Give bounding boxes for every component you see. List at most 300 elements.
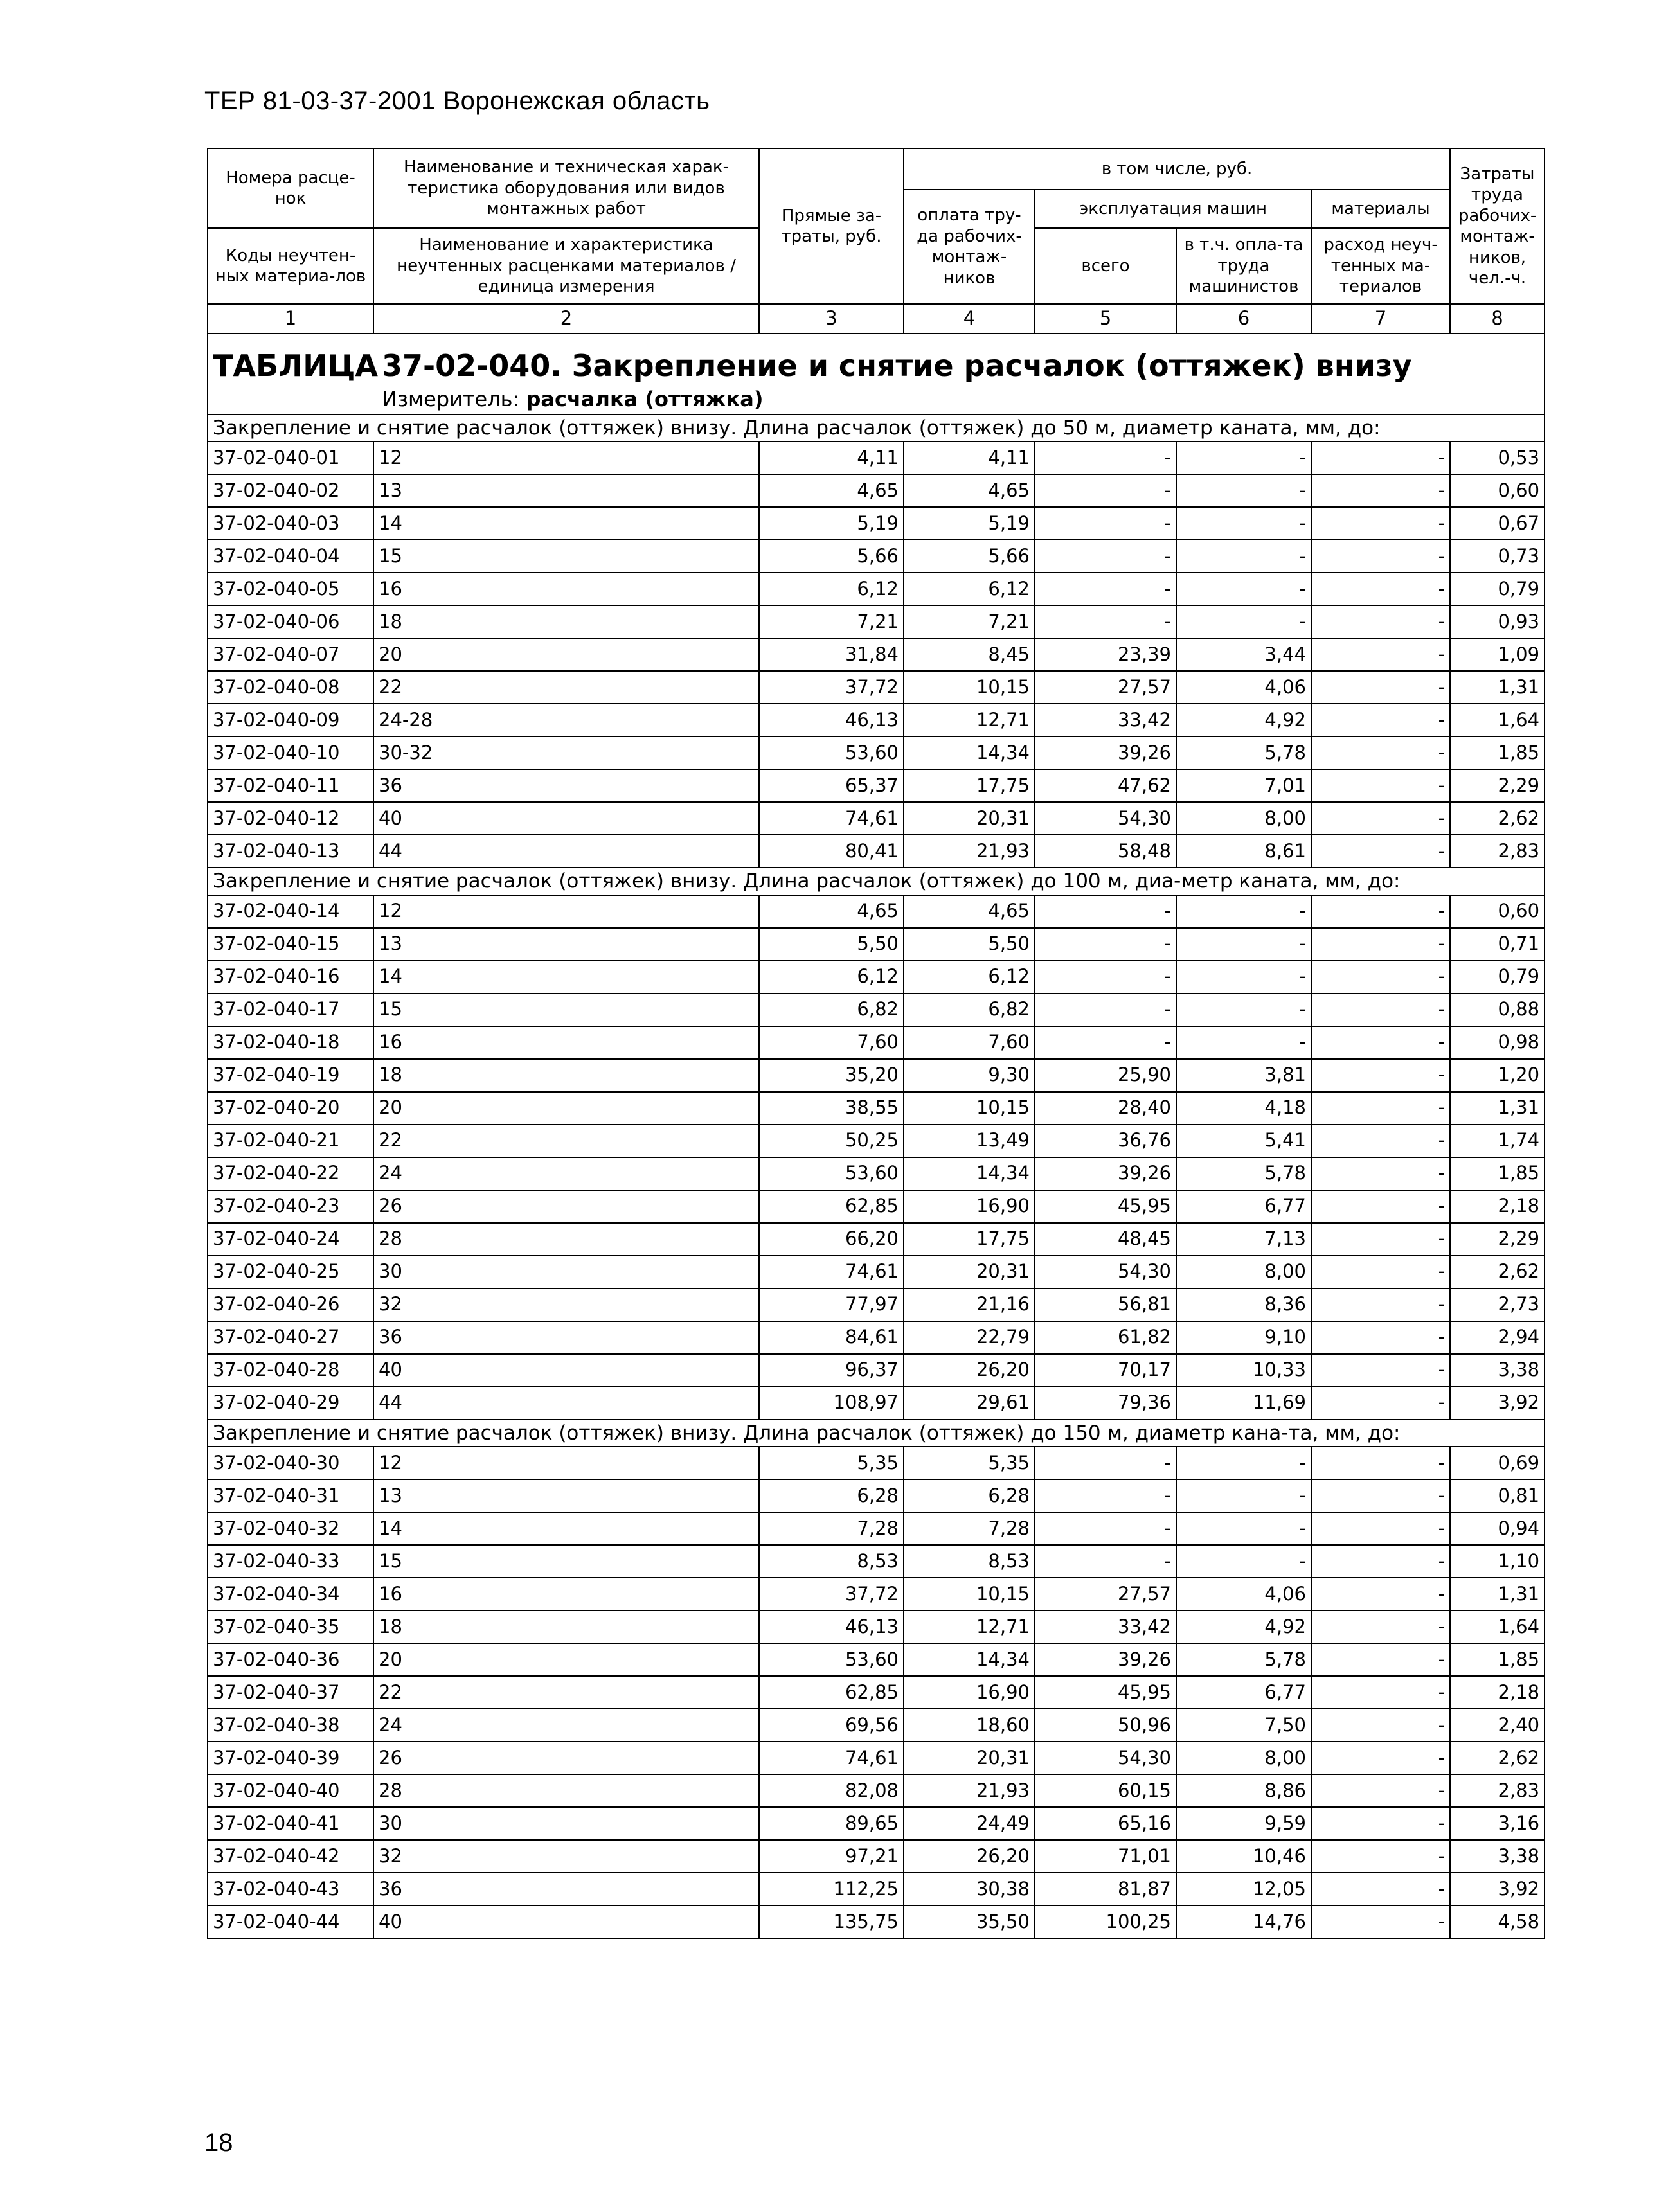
direct-costs: 38,55 <box>759 1092 904 1125</box>
rate-diameter: 40 <box>373 1905 759 1938</box>
labor-hours: 0,81 <box>1450 1479 1545 1512</box>
labor-hours: 0,93 <box>1450 605 1545 638</box>
direct-costs: 6,28 <box>759 1479 904 1512</box>
worker-pay: 17,75 <box>904 769 1035 802</box>
rate-diameter: 28 <box>373 1223 759 1256</box>
machinist-pay: 5,78 <box>1176 1643 1311 1676</box>
worker-pay: 4,65 <box>904 474 1035 507</box>
materials-consumption: - <box>1311 573 1450 605</box>
machines-total: - <box>1035 474 1176 507</box>
machines-total: 81,87 <box>1035 1873 1176 1905</box>
rate-code: 37-02-040-09 <box>208 704 373 736</box>
worker-pay: 22,79 <box>904 1321 1035 1354</box>
machines-total: - <box>1035 994 1176 1026</box>
table-row <box>208 1125 1545 1157</box>
machinist-pay: - <box>1176 928 1311 961</box>
rate-diameter: 40 <box>373 802 759 835</box>
materials-consumption: - <box>1311 474 1450 507</box>
table-row <box>208 1873 1545 1905</box>
machines-total: 36,76 <box>1035 1125 1176 1157</box>
materials-consumption: - <box>1311 1709 1450 1742</box>
table-row <box>208 638 1545 671</box>
machines-total: 54,30 <box>1035 1742 1176 1774</box>
materials-consumption: - <box>1311 1742 1450 1774</box>
worker-pay: 8,53 <box>904 1545 1035 1578</box>
direct-costs: 46,13 <box>759 1610 904 1643</box>
table-row <box>208 1643 1545 1676</box>
table-row <box>208 802 1545 835</box>
direct-costs: 50,25 <box>759 1125 904 1157</box>
labor-hours: 0,73 <box>1450 540 1545 573</box>
labor-hours: 3,92 <box>1450 1873 1545 1905</box>
worker-pay: 8,45 <box>904 638 1035 671</box>
table-title-block <box>208 334 1545 415</box>
direct-costs: 6,12 <box>759 961 904 994</box>
materials-consumption: - <box>1311 442 1450 474</box>
labor-hours: 2,18 <box>1450 1190 1545 1223</box>
rate-code: 37-02-040-26 <box>208 1289 373 1321</box>
labor-hours: 2,62 <box>1450 1256 1545 1289</box>
rate-diameter: 16 <box>373 1578 759 1610</box>
machines-total: - <box>1035 507 1176 540</box>
header-material-consumption: расход неуч-тенных ма-териалов <box>1311 228 1450 304</box>
machines-total: 27,57 <box>1035 1578 1176 1610</box>
rate-code: 37-02-040-32 <box>208 1512 373 1545</box>
machines-total: 23,39 <box>1035 638 1176 671</box>
machines-total: 33,42 <box>1035 704 1176 736</box>
header-work-name: Наименование и техническая харак-теристика оборудования или видов монтажных работ <box>373 148 759 228</box>
table-row <box>208 1578 1545 1610</box>
rate-code: 37-02-040-33 <box>208 1545 373 1578</box>
rate-code: 37-02-040-02 <box>208 474 373 507</box>
labor-hours: 1,31 <box>1450 1578 1545 1610</box>
machines-total: 54,30 <box>1035 1256 1176 1289</box>
direct-costs: 96,37 <box>759 1354 904 1387</box>
materials-consumption: - <box>1311 1026 1450 1059</box>
group-heading-row <box>208 1420 1545 1447</box>
rate-diameter: 12 <box>373 442 759 474</box>
header-material-codes: Коды неучтен-ных материа-лов <box>208 228 373 304</box>
machines-total: 100,25 <box>1035 1905 1176 1938</box>
worker-pay: 21,16 <box>904 1289 1035 1321</box>
worker-pay: 6,28 <box>904 1479 1035 1512</box>
labor-hours: 1,74 <box>1450 1125 1545 1157</box>
worker-pay: 16,90 <box>904 1676 1035 1709</box>
rate-code: 37-02-040-34 <box>208 1578 373 1610</box>
rate-diameter: 44 <box>373 1387 759 1420</box>
worker-pay: 7,60 <box>904 1026 1035 1059</box>
table-row <box>208 1512 1545 1545</box>
materials-consumption: - <box>1311 802 1450 835</box>
labor-hours: 1,64 <box>1450 704 1545 736</box>
worker-pay: 7,28 <box>904 1512 1035 1545</box>
header-material-names: Наименование и характеристика неучтенных расценками материалов / единица измерения <box>373 228 759 304</box>
direct-costs: 62,85 <box>759 1676 904 1709</box>
rate-code: 37-02-040-12 <box>208 802 373 835</box>
table-row <box>208 1256 1545 1289</box>
table-row <box>208 1354 1545 1387</box>
worker-pay: 24,49 <box>904 1807 1035 1840</box>
direct-costs: 77,97 <box>759 1289 904 1321</box>
table-row <box>208 769 1545 802</box>
labor-hours: 1,85 <box>1450 736 1545 769</box>
machines-total: 71,01 <box>1035 1840 1176 1873</box>
rate-code: 37-02-040-15 <box>208 928 373 961</box>
rate-code: 37-02-040-24 <box>208 1223 373 1256</box>
machines-total: - <box>1035 442 1176 474</box>
direct-costs: 97,21 <box>759 1840 904 1873</box>
rate-diameter: 20 <box>373 1092 759 1125</box>
rate-diameter: 36 <box>373 769 759 802</box>
rate-diameter: 13 <box>373 928 759 961</box>
machines-total: 39,26 <box>1035 1157 1176 1190</box>
machinist-pay: 8,00 <box>1176 802 1311 835</box>
labor-hours: 0,98 <box>1450 1026 1545 1059</box>
table-label: ТАБЛИЦА <box>213 348 379 383</box>
labor-hours: 0,88 <box>1450 994 1545 1026</box>
table-row <box>208 1545 1545 1578</box>
rate-diameter: 12 <box>373 895 759 928</box>
direct-costs: 74,61 <box>759 802 904 835</box>
machines-total: 28,40 <box>1035 1092 1176 1125</box>
rate-code: 37-02-040-04 <box>208 540 373 573</box>
worker-pay: 5,50 <box>904 928 1035 961</box>
rate-code: 37-02-040-01 <box>208 442 373 474</box>
rate-diameter: 24 <box>373 1709 759 1742</box>
direct-costs: 4,65 <box>759 895 904 928</box>
table-title <box>213 334 1539 384</box>
rate-diameter: 15 <box>373 1545 759 1578</box>
materials-consumption: - <box>1311 1840 1450 1873</box>
machinist-pay: - <box>1176 442 1311 474</box>
worker-pay: 5,35 <box>904 1447 1035 1479</box>
table-row <box>208 605 1545 638</box>
table-row <box>208 895 1545 928</box>
machinist-pay: - <box>1176 1479 1311 1512</box>
table-row <box>208 1092 1545 1125</box>
machines-total: - <box>1035 1026 1176 1059</box>
direct-costs: 35,20 <box>759 1059 904 1092</box>
table-row <box>208 1223 1545 1256</box>
direct-costs: 7,21 <box>759 605 904 638</box>
materials-consumption: - <box>1311 1354 1450 1387</box>
labor-hours: 1,85 <box>1450 1157 1545 1190</box>
materials-consumption: - <box>1311 540 1450 573</box>
table-row <box>208 1840 1545 1873</box>
machines-total: 70,17 <box>1035 1354 1176 1387</box>
materials-consumption: - <box>1311 1512 1450 1545</box>
rate-diameter: 32 <box>373 1840 759 1873</box>
materials-consumption: - <box>1311 638 1450 671</box>
rate-diameter: 14 <box>373 507 759 540</box>
worker-pay: 20,31 <box>904 1256 1035 1289</box>
labor-hours: 1,10 <box>1450 1545 1545 1578</box>
column-number: 7 <box>1311 304 1450 334</box>
worker-pay: 20,31 <box>904 802 1035 835</box>
worker-pay: 9,30 <box>904 1059 1035 1092</box>
header-rate-numbers: Номера расце-нок <box>208 148 373 228</box>
table-row <box>208 573 1545 605</box>
column-number: 5 <box>1035 304 1176 334</box>
labor-hours: 1,85 <box>1450 1643 1545 1676</box>
materials-consumption: - <box>1311 1289 1450 1321</box>
materials-consumption: - <box>1311 605 1450 638</box>
column-number: 1 <box>208 304 373 334</box>
rate-diameter: 12 <box>373 1447 759 1479</box>
machines-total: 60,15 <box>1035 1774 1176 1807</box>
table-row <box>208 1742 1545 1774</box>
header-machinist-pay: в т.ч. опла-та труда машинистов <box>1176 228 1311 304</box>
table-row <box>208 1807 1545 1840</box>
machinist-pay: 5,78 <box>1176 736 1311 769</box>
table-row <box>208 1905 1545 1938</box>
rate-code: 37-02-040-42 <box>208 1840 373 1873</box>
rate-code: 37-02-040-31 <box>208 1479 373 1512</box>
table-unit <box>213 384 1539 414</box>
direct-costs: 74,61 <box>759 1742 904 1774</box>
materials-consumption: - <box>1311 1223 1450 1256</box>
labor-hours: 2,29 <box>1450 1223 1545 1256</box>
table-row <box>208 1447 1545 1479</box>
table-row <box>208 1157 1545 1190</box>
materials-consumption: - <box>1311 1125 1450 1157</box>
labor-hours: 0,53 <box>1450 442 1545 474</box>
worker-pay: 14,34 <box>904 1157 1035 1190</box>
materials-consumption: - <box>1311 671 1450 704</box>
materials-consumption: - <box>1311 1059 1450 1092</box>
machinist-pay: - <box>1176 507 1311 540</box>
unit-value: расчалка (оттяжка) <box>526 387 764 412</box>
rate-diameter: 26 <box>373 1190 759 1223</box>
rate-diameter: 26 <box>373 1742 759 1774</box>
machines-total: 45,95 <box>1035 1676 1176 1709</box>
table-row <box>208 540 1545 573</box>
labor-hours: 2,94 <box>1450 1321 1545 1354</box>
rate-diameter: 24 <box>373 1157 759 1190</box>
table-row <box>208 474 1545 507</box>
worker-pay: 7,21 <box>904 605 1035 638</box>
direct-costs: 5,66 <box>759 540 904 573</box>
rate-code: 37-02-040-05 <box>208 573 373 605</box>
header-worker-pay: оплата тру-да рабочих-монтаж-ников <box>904 190 1035 304</box>
machinist-pay: - <box>1176 605 1311 638</box>
labor-hours: 0,94 <box>1450 1512 1545 1545</box>
materials-consumption: - <box>1311 1643 1450 1676</box>
materials-consumption: - <box>1311 835 1450 868</box>
worker-pay: 30,38 <box>904 1873 1035 1905</box>
direct-costs: 7,28 <box>759 1512 904 1545</box>
machines-total: - <box>1035 1479 1176 1512</box>
worker-pay: 26,20 <box>904 1840 1035 1873</box>
worker-pay: 21,93 <box>904 1774 1035 1807</box>
machinist-pay: 8,00 <box>1176 1742 1311 1774</box>
labor-hours: 1,20 <box>1450 1059 1545 1092</box>
materials-consumption: - <box>1311 1545 1450 1578</box>
column-number: 4 <box>904 304 1035 334</box>
machinist-pay: 9,10 <box>1176 1321 1311 1354</box>
labor-hours: 1,31 <box>1450 1092 1545 1125</box>
rate-diameter: 36 <box>373 1321 759 1354</box>
machinist-pay: - <box>1176 1026 1311 1059</box>
materials-consumption: - <box>1311 1676 1450 1709</box>
machines-total: 58,48 <box>1035 835 1176 868</box>
direct-costs: 7,60 <box>759 1026 904 1059</box>
machines-total: 27,57 <box>1035 671 1176 704</box>
table-row <box>208 507 1545 540</box>
rate-diameter: 20 <box>373 638 759 671</box>
materials-consumption: - <box>1311 994 1450 1026</box>
worker-pay: 29,61 <box>904 1387 1035 1420</box>
rate-code: 37-02-040-29 <box>208 1387 373 1420</box>
machines-total: - <box>1035 605 1176 638</box>
machinist-pay: 4,18 <box>1176 1092 1311 1125</box>
table-row <box>208 442 1545 474</box>
direct-costs: 112,25 <box>759 1873 904 1905</box>
direct-costs: 84,61 <box>759 1321 904 1354</box>
machinist-pay: 4,06 <box>1176 1578 1311 1610</box>
machinist-pay: 14,76 <box>1176 1905 1311 1938</box>
direct-costs: 65,37 <box>759 769 904 802</box>
rate-code: 37-02-040-27 <box>208 1321 373 1354</box>
rate-code: 37-02-040-28 <box>208 1354 373 1387</box>
machines-total: 39,26 <box>1035 736 1176 769</box>
materials-consumption: - <box>1311 1447 1450 1479</box>
rate-code: 37-02-040-36 <box>208 1643 373 1676</box>
machinist-pay: 8,00 <box>1176 1256 1311 1289</box>
worker-pay: 14,34 <box>904 736 1035 769</box>
header-materials: материалы <box>1311 190 1450 228</box>
direct-costs: 135,75 <box>759 1905 904 1938</box>
rate-diameter: 15 <box>373 540 759 573</box>
materials-consumption: - <box>1311 1774 1450 1807</box>
machinist-pay: 3,81 <box>1176 1059 1311 1092</box>
labor-hours: 0,67 <box>1450 507 1545 540</box>
labor-hours: 0,79 <box>1450 961 1545 994</box>
rate-code: 37-02-040-35 <box>208 1610 373 1643</box>
rate-diameter: 18 <box>373 1059 759 1092</box>
machinist-pay: - <box>1176 1545 1311 1578</box>
unit-label: Измеритель: <box>382 387 520 412</box>
group-heading: Закрепление и снятие расчалок (оттяжек) внизу. Длина расчалок (оттяжек) до 100 м, диа-метр каната, мм, до: <box>208 868 1545 895</box>
machinist-pay: - <box>1176 994 1311 1026</box>
rate-diameter: 30-32 <box>373 736 759 769</box>
worker-pay: 6,12 <box>904 961 1035 994</box>
machinist-pay: 8,36 <box>1176 1289 1311 1321</box>
worker-pay: 5,19 <box>904 507 1035 540</box>
rate-code: 37-02-040-44 <box>208 1905 373 1938</box>
worker-pay: 4,65 <box>904 895 1035 928</box>
machinist-pay: 11,69 <box>1176 1387 1311 1420</box>
machinist-pay: - <box>1176 1512 1311 1545</box>
labor-hours: 2,83 <box>1450 835 1545 868</box>
column-number: 6 <box>1176 304 1311 334</box>
labor-hours: 4,58 <box>1450 1905 1545 1938</box>
labor-hours: 2,29 <box>1450 769 1545 802</box>
machines-total: - <box>1035 1512 1176 1545</box>
rates-table <box>207 148 1545 1939</box>
group-heading: Закрепление и снятие расчалок (оттяжек) внизу. Длина расчалок (оттяжек) до 150 м, диаметр кана-та, мм, до: <box>208 1420 1545 1447</box>
worker-pay: 10,15 <box>904 1578 1035 1610</box>
table-row <box>208 835 1545 868</box>
rate-code: 37-02-040-06 <box>208 605 373 638</box>
machines-total: - <box>1035 961 1176 994</box>
machinist-pay: - <box>1176 1447 1311 1479</box>
machines-total: - <box>1035 928 1176 961</box>
materials-consumption: - <box>1311 1256 1450 1289</box>
table-row <box>208 1059 1545 1092</box>
header-including: в том числе, руб. <box>904 148 1450 190</box>
rate-code: 37-02-040-38 <box>208 1709 373 1742</box>
worker-pay: 10,15 <box>904 1092 1035 1125</box>
machinist-pay: 8,61 <box>1176 835 1311 868</box>
labor-hours: 2,73 <box>1450 1289 1545 1321</box>
machines-total: - <box>1035 1447 1176 1479</box>
labor-hours: 2,18 <box>1450 1676 1545 1709</box>
machines-total: 56,81 <box>1035 1289 1176 1321</box>
machinist-pay: - <box>1176 895 1311 928</box>
direct-costs: 53,60 <box>759 1157 904 1190</box>
direct-costs: 53,60 <box>759 736 904 769</box>
page-number: 18 <box>204 2128 233 2157</box>
machinist-pay: 5,41 <box>1176 1125 1311 1157</box>
machines-total: 39,26 <box>1035 1643 1176 1676</box>
worker-pay: 14,34 <box>904 1643 1035 1676</box>
rate-code: 37-02-040-41 <box>208 1807 373 1840</box>
machinist-pay: 10,46 <box>1176 1840 1311 1873</box>
materials-consumption: - <box>1311 1479 1450 1512</box>
direct-costs: 6,82 <box>759 994 904 1026</box>
header-labor-hours: Затраты труда рабочих-монтаж-ников, чел.-ч. <box>1450 148 1545 304</box>
machinist-pay: 7,01 <box>1176 769 1311 802</box>
materials-consumption: - <box>1311 1578 1450 1610</box>
direct-costs: 62,85 <box>759 1190 904 1223</box>
table-row <box>208 928 1545 961</box>
rate-code: 37-02-040-11 <box>208 769 373 802</box>
table-row <box>208 1774 1545 1807</box>
rate-code: 37-02-040-40 <box>208 1774 373 1807</box>
group-heading-row <box>208 415 1545 442</box>
column-number: 8 <box>1450 304 1545 334</box>
direct-costs: 37,72 <box>759 1578 904 1610</box>
rate-code: 37-02-040-18 <box>208 1026 373 1059</box>
labor-hours: 3,38 <box>1450 1840 1545 1873</box>
machinist-pay: - <box>1176 540 1311 573</box>
direct-costs: 31,84 <box>759 638 904 671</box>
machines-total: - <box>1035 895 1176 928</box>
worker-pay: 10,15 <box>904 671 1035 704</box>
machines-total: 65,16 <box>1035 1807 1176 1840</box>
machinist-pay: 4,92 <box>1176 704 1311 736</box>
group-heading-row <box>208 868 1545 895</box>
rate-diameter: 22 <box>373 1125 759 1157</box>
rate-diameter: 22 <box>373 671 759 704</box>
rate-code: 37-02-040-39 <box>208 1742 373 1774</box>
table-name: 37-02-040. Закрепление и снятие расчалок (оттяжек) внизу <box>382 348 1412 383</box>
table-row <box>208 1190 1545 1223</box>
machinist-pay: 12,05 <box>1176 1873 1311 1905</box>
worker-pay: 6,12 <box>904 573 1035 605</box>
worker-pay: 21,93 <box>904 835 1035 868</box>
direct-costs: 37,72 <box>759 671 904 704</box>
worker-pay: 17,75 <box>904 1223 1035 1256</box>
machinist-pay: - <box>1176 474 1311 507</box>
labor-hours: 2,83 <box>1450 1774 1545 1807</box>
table-row <box>208 1610 1545 1643</box>
table-row <box>208 1321 1545 1354</box>
machines-total: 61,82 <box>1035 1321 1176 1354</box>
table-row <box>208 1387 1545 1420</box>
direct-costs: 4,11 <box>759 442 904 474</box>
